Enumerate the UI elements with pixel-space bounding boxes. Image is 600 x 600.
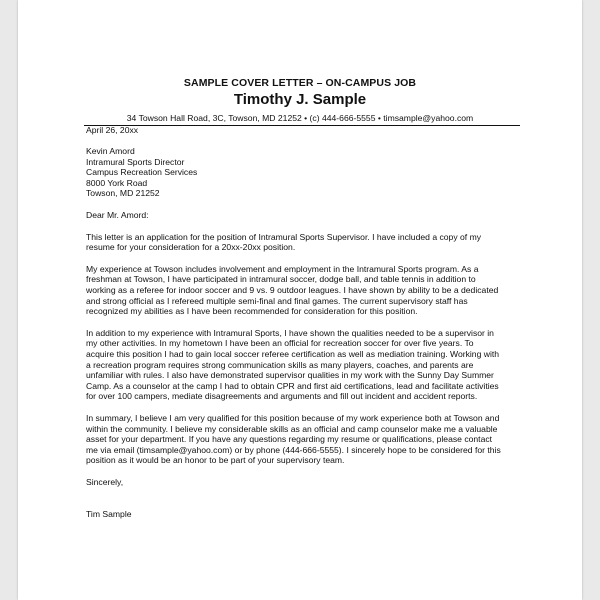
applicant-name: Timothy J. Sample (233, 91, 367, 108)
document-title: SAMPLE COVER LETTER – ON-CAMPUS JOB (183, 77, 417, 89)
letter-body (86, 125, 526, 519)
contact-line: 34 Towson Hall Road, 3C, Towson, MD 21252 • (c) 444-666-5555 • timsample@yahoo.com (126, 113, 474, 123)
letter-page (18, 0, 582, 600)
paragraph-3: In addition to my experience with Intramural Sports, I have shown the qualities needed to be a supervisor in my other activities. In my hometown I have been an official for recreation soccer for over five years. To acquire this position I had to gain local soccer referee certification as well as mediation training. Working with a recreation program requires strong communication skills as many players, coaches, and parents are unfamiliar with rules. I also have demonstrated supervisor qualities in my work with the Sunny Day Summer Camp. As a counselor at the camp I had to obtain CPR and first aid certifications, lead and facilitate activities for over 100 campers, mediate disagreements and arguments and fill out incident and accident reports. (86, 327, 500, 402)
closing: Sincerely, (86, 476, 124, 487)
paragraph-2: My experience at Towson includes involvement and employment in the Intramural Sports program. As a freshman at Towson, I have participated in intramural soccer, dodge ball, and table tennis in addition to working as a referee for indoor soccer and 9 vs. 9 outdoor leagues. I have shown by ability to be a dedicated and strong official as I refereed multiple semi-final and final games. The current supervisory staff has recognized my abilities as I have been recommended for consideration for this position. (86, 263, 499, 317)
paragraph-4: In summary, I believe I am very qualified for this position because of my work experience both at Towson and within the community. I believe my considerable skills as an official and camp counselor make me a valuable asset for your department. If you have any questions regarding my resume or qualifications, please contact me via email (timsample@yahoo.com) or by phone (444-666-5555). I sincerely hope to be considered for this position as it would be an honor to be part of your supervisory team. (86, 412, 501, 466)
letter-date: April 26, 20xx (86, 125, 139, 135)
paragraph-1: This letter is an application for the position of Intramural Sports Supervisor. I have included a copy of my resume for your consideration for a 20xx-20xx position. (86, 231, 482, 253)
recipient-block: Kevin Amord Intramural Sports Director Campus Recreation Services 8000 York Road Towson, MD 21252 (86, 146, 198, 199)
signature: Tim Sample (86, 508, 132, 519)
salutation: Dear Mr. Amord: (86, 210, 149, 221)
